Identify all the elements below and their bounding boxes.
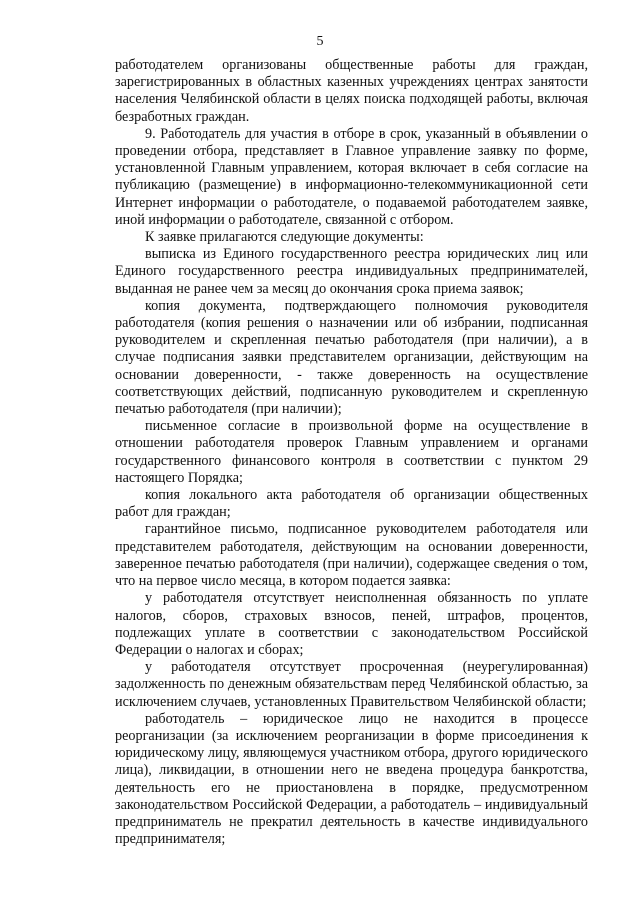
paragraph-no-overdue-debt: у работодателя отсутствует просроченная (неурегулированная) задолженность по денежным обязательствам перед Челябинской областью, за исключением случаев, установленных Правительством Челябинской области;	[115, 659, 588, 710]
paragraph-no-tax-debt: у работодателя отсутствует неисполненная обязанность по уплате налогов, сборов, страховых взносов, пеней, штрафов, процентов, подлежащих уплате в соответствии с законодательством Российской Федерации о налогах и сборах;	[115, 590, 588, 658]
paragraph-guarantee-letter: гарантийное письмо, подписанное руководителем работодателя или представителем работодателя, действующим на основании доверенности, заверенное печатью работодателя (при наличии), содержащее сведения о том, что на первое число месяца, в котором подается заявка:	[115, 521, 588, 590]
page-number: 5	[316, 34, 324, 49]
paragraph-continuation: работодателем организованы общественные работы для граждан, зарегистрированных в областных казенных учреждениях центрах занятости населения Челябинской области в целях поиска подходящей работы, включая безработных граждан.	[115, 57, 588, 125]
paragraph-local-act-copy: копия локального акта работодателя об организации общественных работ для граждан;	[115, 487, 588, 521]
paragraph-documents-intro: К заявке прилагаются следующие документы:	[145, 229, 424, 246]
paragraph-registry-extract: выписка из Единого государственного реестра юридических лиц или Единого государственного реестра индивидуальных предпринимателей, выданная не ранее чем за месяц до окончания срока приема заявок;	[115, 246, 588, 297]
document-body	[115, 57, 588, 848]
paragraph-item-9: 9. Работодатель для участия в отборе в срок, указанный в объявлении о проведении отбора, представляет в Главное управление заявку по форме, установленной Главным управлением, которая включает в себя согласие на публикацию (размещение) в информационно-телекоммуникационной сети Интернет информации о работодателе, о подаваемой работодателем заявке, иной информации о работодателе, связанной с отбором.	[115, 125, 588, 228]
paragraph-authority-copy: копия документа, подтверждающего полномочия руководителя работодателя (копия решения о назначении или об избрании, подписанная руководителем и скрепленная печатью работодателя (при наличии), а в случае подписания заявки представителем организации, действующим на основании доверенности, - также доверенность на осуществление соответствующих действий, подписанную руководителем и скрепленную печатью работодателя (при наличии);	[115, 297, 588, 418]
paragraph-written-consent: письменное согласие в произвольной форме на осуществление в отношении работодателя проверок Главным управлением и органами государственного финансового контроля в соответствии с пунктом 29 настоящего Порядка;	[115, 418, 588, 486]
paragraph-no-reorganization: работодатель – юридическое лицо не находится в процессе реорганизации (за исключением реорганизации в форме присоединения к юридическому лицу, являющемуся участником отбора, другого юридического лица), ликвидации, в отношении него не введена процедура банкротства, деятельность его не приостановлена в порядке, предусмотренном законодательством Российской Федерации, а работодатель – индивидуальный предприниматель не прекратил деятельность в качестве индивидуального предпринимателя;	[115, 710, 588, 848]
